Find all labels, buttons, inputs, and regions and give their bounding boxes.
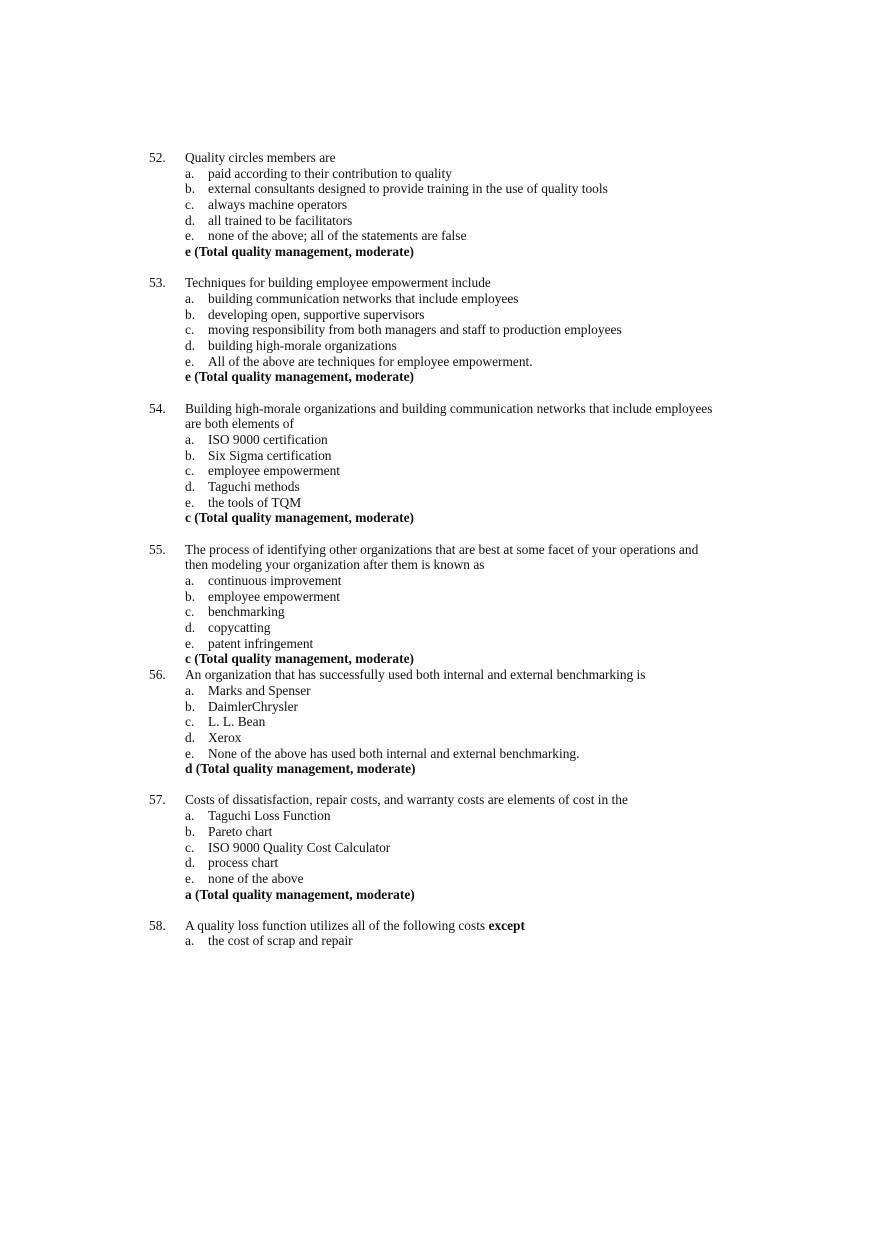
answer-line (0, 244, 880, 260)
option-c (0, 197, 880, 213)
option-c (0, 714, 880, 730)
option-e (0, 228, 880, 244)
question-stem: An organization that has successfully used both internal and external benchmarking is (185, 667, 646, 683)
option-text: the cost of scrap and repair (208, 933, 353, 949)
option-b (0, 699, 880, 715)
option-text: the tools of TQM (208, 494, 302, 510)
option-text: benchmarking (208, 604, 285, 620)
option-text: None of the above has used both internal and external benchmarking. (208, 745, 580, 761)
question-stem-line (0, 792, 880, 808)
option-text: employee empowerment (208, 588, 340, 604)
option-text: Six Sigma certification (208, 447, 332, 463)
question-58 (0, 918, 880, 949)
option-e (0, 746, 880, 762)
option-letter: e. (185, 745, 195, 761)
question-56 (0, 667, 880, 777)
question-stem: Techniques for building employee empowerment include (185, 275, 491, 291)
option-e (0, 636, 880, 652)
question-stem: Quality circles members are (185, 150, 336, 165)
question-stem-line (0, 401, 880, 417)
option-letter: a. (185, 573, 195, 588)
option-a (0, 432, 880, 448)
option-text: developing open, supportive supervisors (208, 306, 425, 322)
option-text: building communication networks that include employees (208, 291, 519, 306)
question-stem: Building high-morale organizations and building communication networks that include employees (185, 400, 713, 416)
question-stem: Costs of dissatisfaction, repair costs, and warranty costs are elements of cost in the (185, 792, 628, 808)
question-stem-line (0, 275, 880, 291)
option-e (0, 871, 880, 887)
question-stem-line (0, 918, 880, 934)
question-stem: The process of identifying other organizations that are best at some facet of your operations and (185, 541, 699, 557)
option-text: paid according to their contribution to quality (208, 165, 452, 181)
option-text: ISO 9000 Quality Cost Calculator (208, 839, 391, 855)
option-a (0, 291, 880, 307)
option-text: continuous improvement (208, 573, 342, 588)
option-b (0, 589, 880, 605)
option-text: Xerox (208, 729, 242, 745)
question-stem-line (0, 557, 880, 573)
answer-key: e (Total quality management, moderate) (185, 369, 414, 385)
option-text: All of the above are techniques for employee empowerment. (208, 353, 533, 369)
option-letter: d. (185, 729, 196, 745)
option-text: always machine operators (208, 197, 348, 213)
answer-key: c (Total quality management, moderate) (185, 651, 414, 667)
question-number: 56. (149, 667, 166, 683)
answer-line (0, 761, 880, 777)
option-text: none of the above; all of the statements are false (208, 228, 467, 244)
option-c (0, 604, 880, 620)
option-text: external consultants designed to provide training in the use of quality tools (208, 181, 608, 197)
question-53 (0, 275, 880, 385)
answer-key: c (Total quality management, moderate) (185, 510, 414, 526)
question-54 (0, 401, 880, 527)
option-letter: c. (185, 839, 195, 855)
option-b (0, 824, 880, 840)
option-letter: d. (185, 479, 196, 495)
option-c (0, 463, 880, 479)
option-d (0, 620, 880, 636)
question-stem-line (0, 542, 880, 558)
option-letter: c. (185, 714, 195, 730)
answer-line (0, 887, 880, 903)
option-letter: c. (185, 604, 195, 620)
question-stem-continuation: are both elements of (185, 416, 294, 432)
option-letter: e. (185, 228, 195, 244)
option-letter: c. (185, 197, 195, 213)
option-a (0, 573, 880, 589)
option-letter: b. (185, 181, 196, 197)
option-a (0, 166, 880, 182)
question-stem-line (0, 150, 880, 166)
question-stem (185, 918, 525, 934)
option-text: building high-morale organizations (208, 338, 397, 354)
answer-key: a (Total quality management, moderate) (185, 886, 415, 902)
answer-line (0, 510, 880, 526)
question-52 (0, 150, 880, 260)
option-text: none of the above (208, 870, 304, 886)
option-d (0, 479, 880, 495)
option-text: L. L. Bean (208, 714, 266, 730)
answer-line (0, 369, 880, 385)
option-a (0, 808, 880, 824)
question-55 (0, 542, 880, 668)
option-letter: a. (185, 808, 195, 824)
option-e (0, 495, 880, 511)
option-letter: d. (185, 855, 196, 871)
option-c (0, 322, 880, 338)
option-text: employee empowerment (208, 463, 340, 479)
option-b (0, 181, 880, 197)
question-number: 58. (149, 917, 166, 933)
option-letter: d. (185, 212, 196, 228)
option-b (0, 307, 880, 323)
option-a (0, 683, 880, 699)
option-text: Marks and Spenser (208, 682, 311, 698)
question-57 (0, 792, 880, 902)
question-number: 54. (149, 400, 166, 416)
option-text: all trained to be facilitators (208, 212, 353, 228)
option-letter: e. (185, 353, 195, 369)
question-number: 53. (149, 275, 166, 291)
option-letter: b. (185, 698, 196, 714)
question-number: 55. (149, 541, 166, 557)
option-letter: e. (185, 870, 195, 886)
emphasis-keyword: except (488, 917, 525, 933)
option-d (0, 730, 880, 746)
question-number: 52. (149, 150, 166, 165)
option-letter: c. (185, 463, 195, 479)
option-letter: d. (185, 620, 196, 636)
option-letter: d. (185, 338, 196, 354)
option-text: ISO 9000 certification (208, 432, 328, 447)
answer-key: d (Total quality management, moderate) (185, 761, 416, 777)
option-letter: a. (185, 432, 195, 447)
option-text: process chart (208, 855, 279, 871)
question-stem-text: A quality loss function utilizes all of the following costs (185, 917, 489, 933)
option-text: Taguchi Loss Function (208, 808, 331, 824)
option-letter: e. (185, 635, 195, 651)
question-stem-continuation: then modeling your organization after them is known as (185, 557, 485, 573)
option-letter: a. (185, 291, 195, 306)
option-a (0, 933, 880, 949)
answer-key: e (Total quality management, moderate) (185, 244, 414, 260)
option-letter: b. (185, 823, 196, 839)
option-text: Pareto chart (208, 823, 273, 839)
answer-line (0, 651, 880, 667)
option-letter: b. (185, 588, 196, 604)
option-letter: c. (185, 322, 195, 338)
option-text: copycatting (208, 620, 271, 636)
option-letter: b. (185, 447, 196, 463)
option-d (0, 338, 880, 354)
question-stem-line (0, 416, 880, 432)
option-text: patent infringement (208, 635, 314, 651)
option-letter: a. (185, 933, 195, 949)
option-text: DaimlerChrysler (208, 698, 298, 714)
question-number: 57. (149, 792, 166, 808)
option-text: Taguchi methods (208, 479, 300, 495)
option-text: moving responsibility from both managers and staff to production employees (208, 322, 622, 338)
option-c (0, 840, 880, 856)
option-letter: a. (185, 165, 195, 181)
option-letter: e. (185, 494, 195, 510)
option-d (0, 855, 880, 871)
question-stem-line (0, 667, 880, 683)
option-letter: a. (185, 682, 195, 698)
option-b (0, 448, 880, 464)
question-list (0, 150, 880, 949)
option-d (0, 213, 880, 229)
option-letter: b. (185, 306, 196, 322)
option-e (0, 354, 880, 370)
